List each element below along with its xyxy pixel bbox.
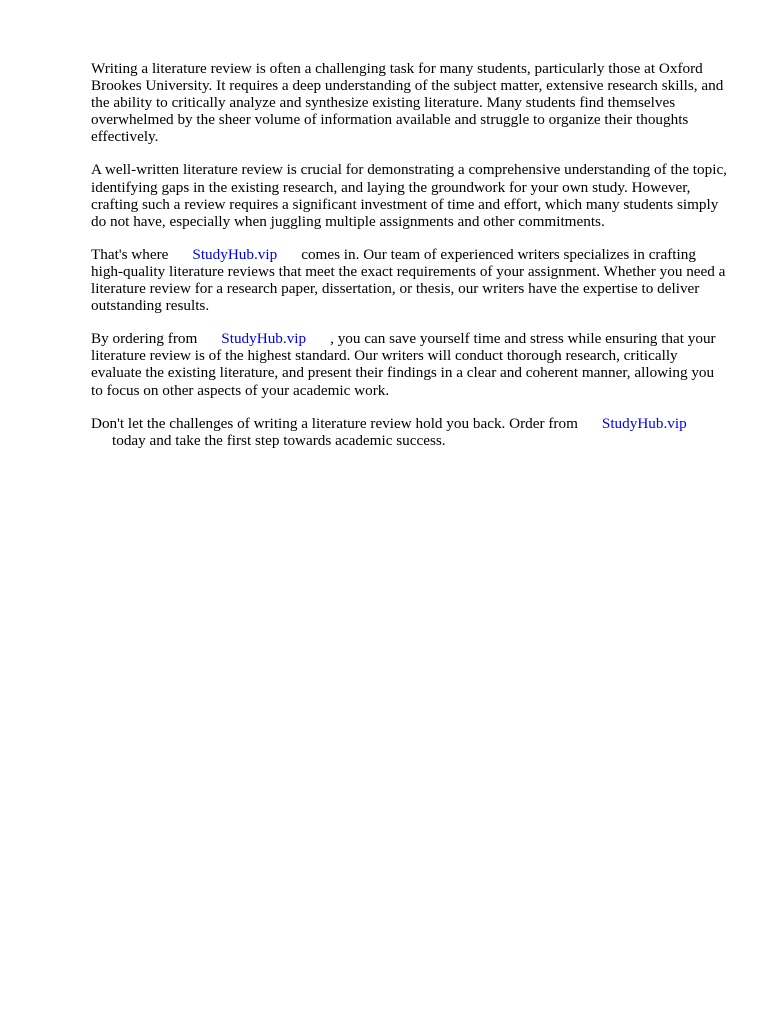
paragraph-service-lead: That's where bbox=[91, 245, 169, 263]
paragraph-cta-rest: today and take the first step towards academic success. bbox=[112, 431, 446, 449]
paragraph-intro: Writing a literature review is often a challenging task for many students, particularly those at Oxford Brookes University. It requires a deep understanding of the subject matter, extensive research skills, and the ability to critically analyze and synthesize existing literature. Many students find themselves overwhelmed by the sheer volume of information available and struggle to organize their thoughts effectively. bbox=[91, 60, 724, 146]
paragraph-cta-lead: Don't let the challenges of writing a literature review hold you back. Order from bbox=[91, 414, 578, 432]
studyhub-link[interactable]: StudyHub.vip bbox=[601, 414, 687, 432]
paragraph-importance: A well-written literature review is crucial for demonstrating a comprehensive understanding of the topic, identifying gaps in the existing research, and laying the groundwork for your own study. However, crafting such a review requires a significant investment of time and effort, which many students simply do not have, especially when juggling multiple assignments and other commitments. bbox=[91, 161, 727, 230]
studyhub-link[interactable]: StudyHub.vip bbox=[192, 245, 278, 263]
paragraph-call-to-action bbox=[91, 415, 727, 449]
document-body bbox=[91, 60, 727, 465]
paragraph-service bbox=[91, 246, 727, 314]
paragraph-benefits-lead: By ordering from bbox=[91, 330, 198, 348]
studyhub-link[interactable]: StudyHub.vip bbox=[221, 330, 307, 348]
paragraph-service-rest: comes in. Our team of experienced writers specializes in crafting high-quality literature reviews that meet the exact requirements of your assignment. Whether you need a literature review for a research paper, dissertation, or thesis, our writers have the expertise to deliver outstanding results. bbox=[91, 245, 726, 315]
paragraph-benefits bbox=[91, 330, 727, 398]
paragraph-benefits-rest: , you can save yourself time and stress while ensuring that your literature review is of the highest standard. Our writers will conduct thorough research, critically evaluate the existing literature, and present their findings in a clear and coherent manner, allowing you to focus on other aspects of your academic work. bbox=[91, 330, 716, 399]
